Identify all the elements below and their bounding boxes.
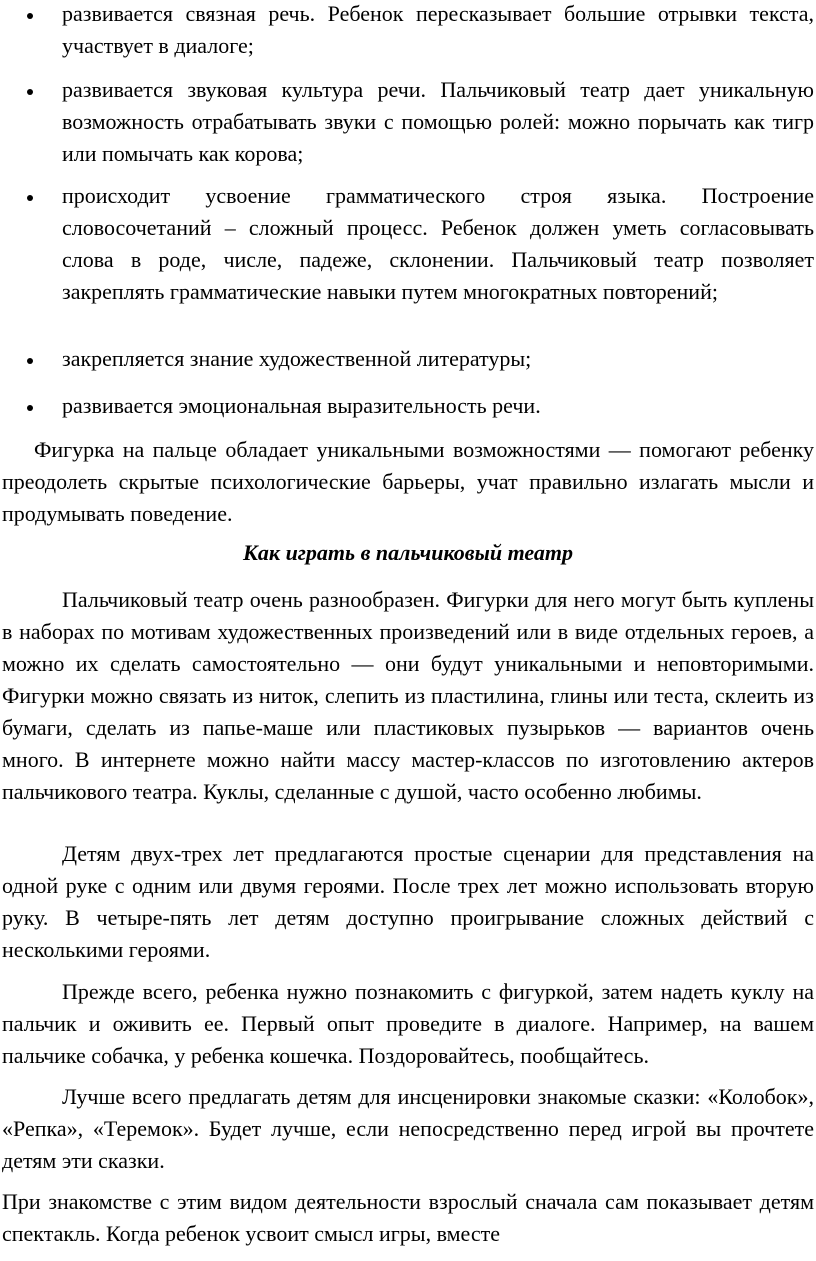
bullet-icon <box>27 13 33 19</box>
final-paragraph: При знакомстве с этим видом деятельности взрослый сначала сам показывает детям спектакль. Когда ребенок усвоит смысл игры, вместе <box>2 1189 814 1246</box>
body-paragraph: Детям двух-трех лет предлагаются простые сценарии для представления на одной руке с одним или двумя героями. После трех лет можно использовать вторую руку. В четыре-пять лет детям доступно проигрывание сложных действий с несколькими героями. <box>2 841 814 962</box>
list-item-text: происходит усвоение грамматического строя языка. Построение словосочетаний – сложный процесс. Ребенок должен уметь согласовывать слова в роде, числе, падеже, склонении. Пальчиковый театр позволяет закреплять грамматические навыки путем многократных повторений; <box>62 183 814 304</box>
list-item-text: закрепляется знание художественной литературы; <box>62 346 532 371</box>
bullet-icon <box>27 195 33 201</box>
bullet-icon <box>27 358 33 364</box>
bullet-icon <box>27 89 33 95</box>
intro-paragraph: Фигурка на пальце обладает уникальными возможностями — помогают ребенку преодолеть скрытые психологические барьеры, учат правильно излагать мысли и продумывать поведение. <box>2 437 814 526</box>
list-item-text: развивается звуковая культура речи. Пальчиковый театр дает уникальную возможность отрабатывать звуки с помощью ролей: можно порычать как тигр или помычать как корова; <box>62 77 814 166</box>
body-paragraph: Прежде всего, ребенка нужно познакомить с фигуркой, затем надеть куклу на пальчик и оживить ее. Первый опыт проведите в диалоге. Например, на вашем пальчике собачка, у ребенка кошечка. Поздоровайтесь, пообщайтесь. <box>2 979 814 1068</box>
bullet-icon <box>27 405 33 411</box>
list-item-text: развивается связная речь. Ребенок пересказывает большие отрывки текста, участвует в диалоге; <box>62 1 814 58</box>
body-paragraph: Пальчиковый театр очень разнообразен. Фигурки для него могут быть куплены в наборах по мотивам художественных произведений или в виде отдельных героев, а можно их сделать самостоятельно — они будут уникальными и неповторимыми. Фигурки можно связать из ниток, слепить из пластилина, глины или теста, склеить из бумаги, сделать из папье-маше или пластиковых пузырьков — вариантов очень много. В интернете можно найти массу мастер-классов по изготовлению актеров пальчикового театра. Куклы, сделанные с душой, часто особенно любимы. <box>2 587 814 804</box>
body-paragraph: Лучше всего предлагать детям для инсценировки знакомые сказки: «Колобок», «Репка», «Теремок». Будет лучше, если непосредственно перед игрой вы прочтете детям эти сказки. <box>2 1084 814 1173</box>
section-heading: Как играть в пальчиковый театр <box>243 540 573 565</box>
list-item-text: развивается эмоциональная выразительность речи. <box>62 393 541 418</box>
